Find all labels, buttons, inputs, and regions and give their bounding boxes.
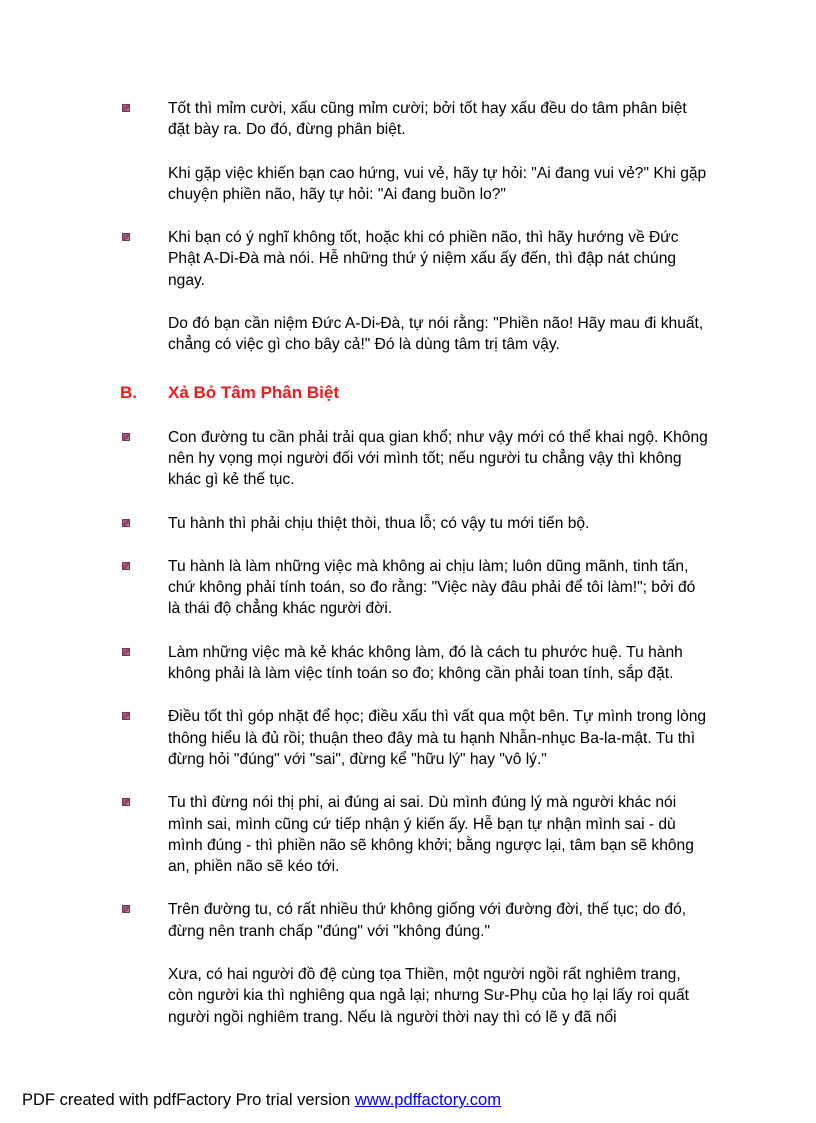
pdf-footer [22,1091,501,1110]
bullet-text: Tốt thì mỉm cười, xấu cũng mỉm cười; bởi tốt hay xấu đều do tâm phân biệt đặt bày ra. Do đó, đừng phân biệt. [168,100,687,139]
bullet-text: Tu hành thì phải chịu thiệt thòi, thua lỗ; có vậy tu mới tiến bộ. [168,514,590,532]
bullet-item [120,706,710,770]
footer-text: PDF created with pdfFactory Pro trial version [22,1091,355,1109]
bullet-text: Khi bạn có ý nghĩ không tốt, hoặc khi có phiền não, thì hãy hướng về Đức Phật A-Di-Đà mà nói. Hễ những thứ ý niệm xấu ấy đến, thì đập nát chúng ngay. [168,229,679,289]
section-title: Xả Bỏ Tâm Phân Biệt [168,382,339,402]
bullet-text: Làm những việc mà kẻ khác không làm, đó là cách tu phước huệ. Tu hành không phải là làm việc tính toán so đo; không cần phải toan tính, sắp đặt. [168,643,683,683]
bullet-item [120,427,710,491]
bullet-text: Trên đường tu, có rất nhiều thứ không giống với đường đời, thế tục; do đó, đừng nên tranh chấp "đúng" với "không đúng." [168,901,687,940]
bullet-text: Điều tốt thì góp nhặt để học; điều xấu thì vất qua một bên. Tự mình trong lòng thông hiểu là đủ rồi; thuận theo đây mà tu hạnh Nhẫn-nhục Ba-la-mật. Tu thì đừng hỏi "đúng" với "sai", đừng kể "hữu lý" hay "vô lý." [168,708,707,768]
bullet-icon [122,712,130,720]
bullet-text: Tu thì đừng nói thị phi, ai đúng ai sai. Dù mình đúng lý mà người khác nói mình sai, mình cũng cứ tiếp nhận ý kiến ấy. Hễ bạn tự nhận mình sai - dù mình đúng - thì phiền não sẽ không khởi; bằng ngược lại, tâm bạn sẽ không an, phiền não sẽ kéo tới. [168,794,694,876]
section-number: B. [120,382,137,402]
bullet-text: Tu hành là làm những việc mà không ai chịu làm; luôn dũng mãnh, tinh tấn, chứ không phải tính toán, so đo rằng: "Việc này đâu phải để tôi làm!"; bởi đó là thái độ chẳng khác người đời. [168,557,696,618]
bullet-item [120,899,710,942]
bullet-item [120,98,710,141]
bullet-icon [122,798,130,806]
bullet-item [120,642,710,685]
bullet-icon [122,562,130,570]
bullet-icon [122,519,130,527]
paragraph: Khi gặp việc khiến bạn cao hứng, vui vẻ, hãy tự hỏi: "Ai đang vui vẻ?" Khi gặp chuyện phiền não, hãy tự hỏi: "Ai đang buồn lo?" [168,164,707,203]
bullet-item [120,792,710,877]
bullet-icon [122,233,130,241]
section-heading [120,382,710,404]
bullet-item [120,227,710,291]
bullet-icon [122,648,130,656]
bullet-icon [122,104,130,112]
page-content [120,98,710,1028]
bullet-item [120,556,710,620]
paragraph: Xưa, có hai người đồ đệ cùng tọa Thiền, một người ngồi rất nghiêm trang, còn người kia thì nghiêng qua ngả lại; nhưng Sư-Phụ của họ lại lấy roi quất người ngồi nghiêm trang. Nếu là người thời nay thì có lẽ y đã nổi [168,966,689,1026]
paragraph: Do đó bạn cần niệm Đức A-Di-Đà, tự nói rằng: "Phiền não! Hãy mau đi khuất, chẳng có việc gì cho bây cả!" Đó là dùng tâm trị tâm vậy. [168,315,704,354]
bullet-icon [122,433,130,441]
bullet-item [120,513,710,534]
pdffactory-link[interactable]: www.pdffactory.com [354,1091,501,1109]
bullet-icon [122,905,130,913]
bullet-text: Con đường tu cần phải trải qua gian khổ; như vậy mới có thể khai ngộ. Không nên hy vọng mọi người đối với mình tốt; nếu người tu chẳng vậy thì không khác gì kẻ thế tục. [168,428,708,489]
